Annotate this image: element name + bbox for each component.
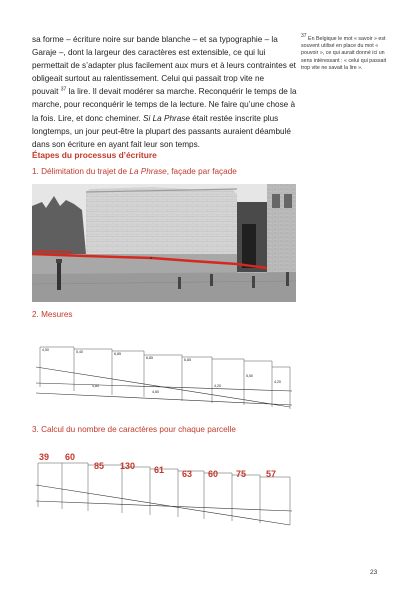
measure-label: 4,60 — [152, 390, 159, 394]
caption-step-3: 3. Calcul du nombre de caractères pour chaque parcelle — [32, 425, 236, 434]
caption-step-2: 2. Mesures — [32, 310, 73, 319]
sidewalk — [32, 272, 296, 302]
measure-label: 4,50 — [42, 348, 49, 352]
count-label: 57 — [266, 469, 277, 479]
paragraph-text-2: la lire. Il devait modérer sa marche. Reconquérir le temps de la marche, pour reconquérir le temps de la lecture. Ne faire qu’une chose à la fois. Lire, et donc cheminer. — [32, 87, 297, 123]
measure-label: 5,40 — [76, 350, 83, 354]
measure-label: 4,80 — [92, 384, 99, 388]
character-count-diagram — [32, 441, 296, 533]
measure-label: 6,85 — [184, 358, 191, 362]
footnote-reference: 37 — [60, 86, 67, 93]
count-label: 39 — [39, 452, 50, 462]
caption-step-1-prefix: 1. Délimitation du trajet de — [32, 167, 130, 176]
measurement-diagram — [32, 327, 296, 415]
page-number: 23 — [370, 569, 378, 576]
section-heading: Étapes du processus d’écriture — [32, 150, 157, 160]
count-label: 85 — [94, 461, 105, 471]
sidenote-text: En Belgique le mot « savoir » est souvent utilisé en place du mot « pouvoir », ce qui aurait donné ici un sens intéressant : « celui qui passait trop vite ne savait la lire ». — [301, 36, 387, 71]
pillar-box — [57, 262, 61, 290]
paragraph-text-3: était restée inscrite plus longtemps, un jour peut-être la plupart des passants auraient déambulé dans son écriture en ayant fait leur son temps. — [32, 113, 291, 149]
italic-title: Si La Phrase — [143, 113, 190, 123]
count-label: 63 — [182, 469, 193, 479]
measure-label: 5,50 — [246, 374, 253, 378]
doorway — [242, 224, 256, 268]
body-paragraph — [32, 33, 300, 151]
measure-label: 6,85 — [114, 352, 121, 356]
count-label: 61 — [154, 465, 165, 475]
brick-wall — [86, 187, 237, 254]
sidenote-number: 37 — [301, 33, 307, 40]
sidenote — [301, 33, 393, 72]
caption-step-1 — [32, 167, 362, 176]
paragraph — [32, 33, 300, 151]
measure-label: 4,20 — [214, 384, 221, 388]
measure-label: 4,20 — [274, 380, 281, 384]
caption-step-1-title: La Phrase — [129, 167, 167, 176]
paragraph-text-1: sa forme – écriture noire sur bande blanche – et sa typographie – la Garaje –, dont la largeur des caractères est extensible, ce qui lui permettait de s’adapter plus facilement aux murs et à leurs contraintes et obligeait surtout au ralentissement. Celui qui passait trop vite ne pouvait — [32, 35, 296, 97]
caption-step-1-suffix: , façade par façade — [166, 167, 237, 176]
count-label: 60 — [65, 452, 76, 462]
measure-label: 6,85 — [146, 356, 153, 360]
count-label: 75 — [236, 469, 247, 479]
street-photo — [32, 184, 296, 302]
count-label: 130 — [120, 461, 136, 471]
count-label: 60 — [208, 469, 219, 479]
